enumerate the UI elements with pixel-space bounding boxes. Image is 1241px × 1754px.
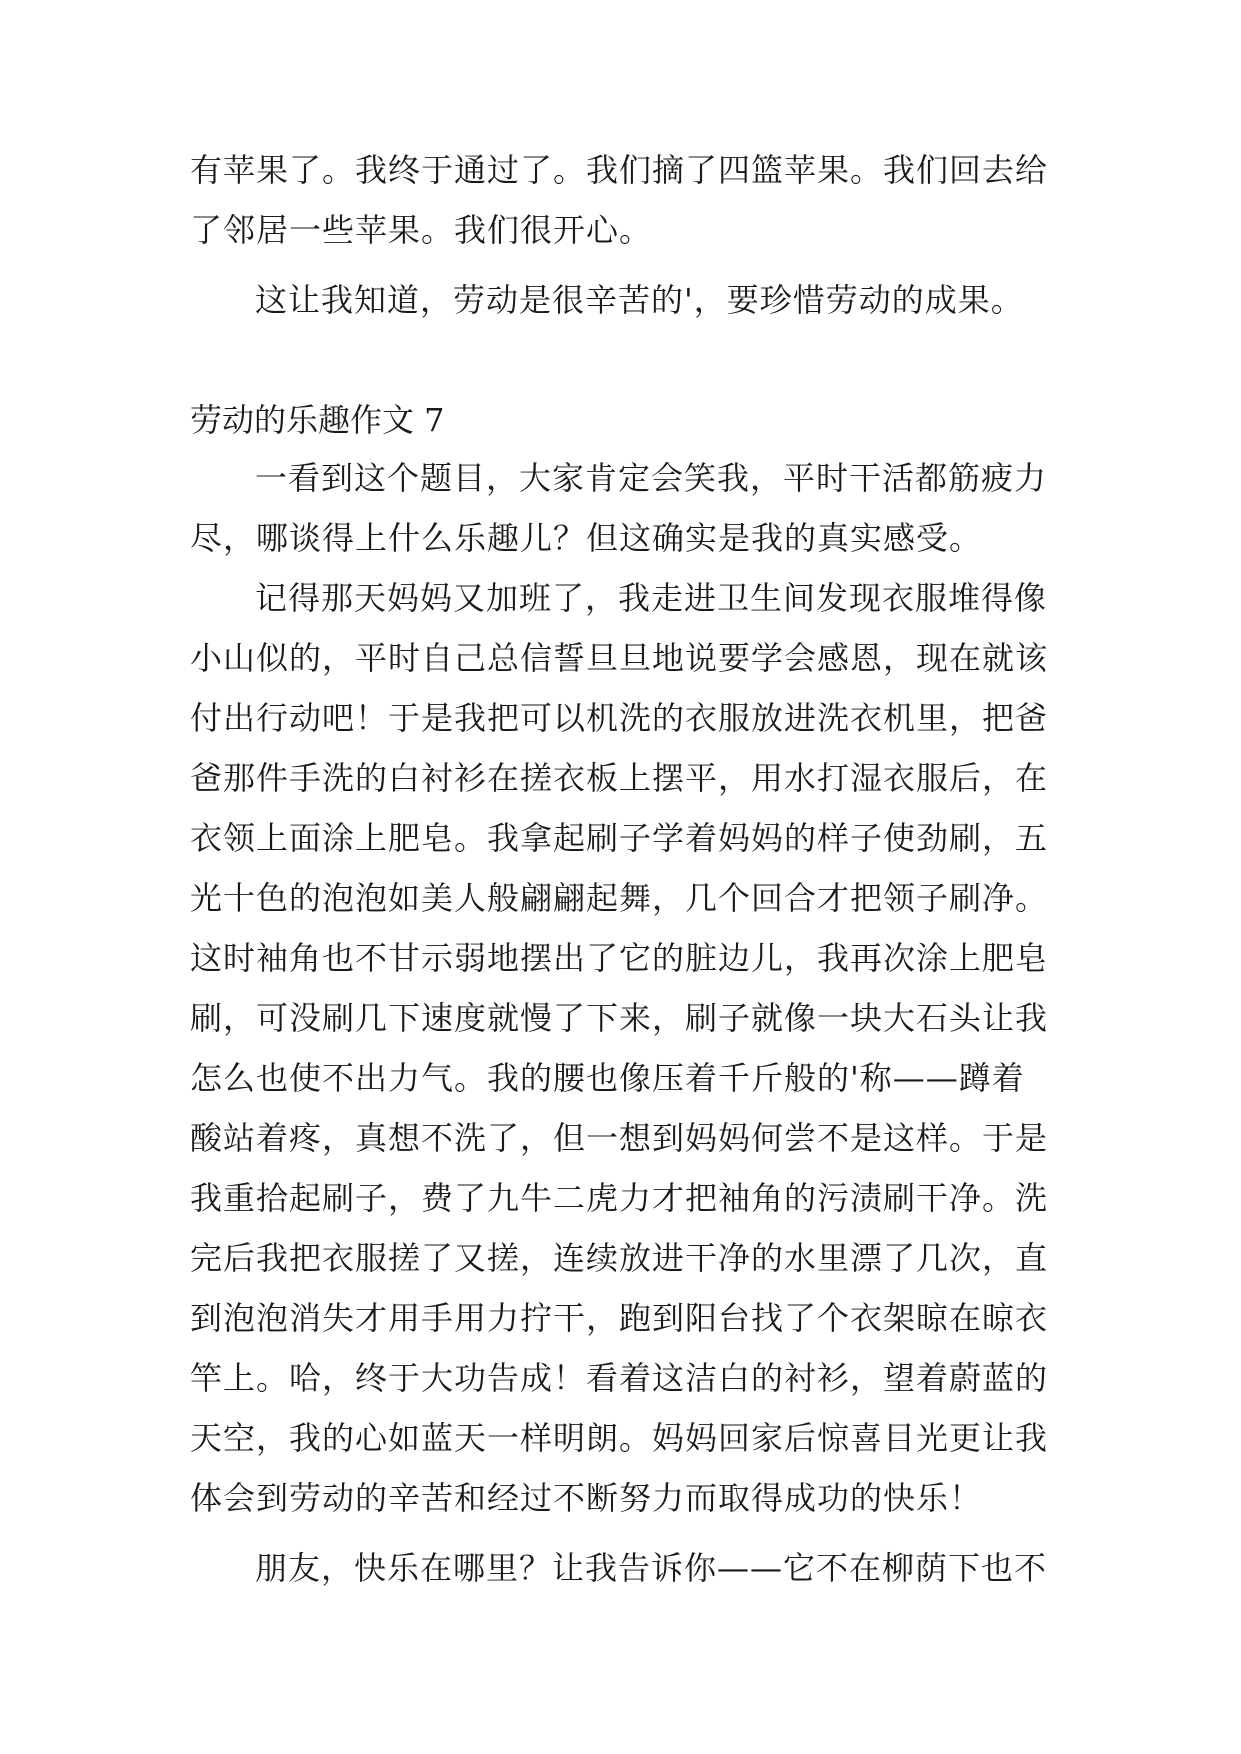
text-line: 有苹果了。我终于通过了。我们摘了四篮苹果。我们回去给 [190,151,1049,189]
text-line: 衣领上面涂上肥皂。我拿起刷子学着妈妈的样子使劲刷，五 [190,819,1049,857]
text-line: 天空，我的心如蓝天一样明朗。妈妈回家后惊喜目光更让我 [190,1419,1049,1457]
text-line: 酸站着疼，真想不洗了，但一想到妈妈何尝不是这样。于是 [190,1119,1049,1157]
text-line: 怎么也使不出力气。我的腰也像压着千斤般的'称——蹲着 [190,1059,1025,1097]
text-line: 一看到这个题目，大家肯定会笑我，平时干活都筋疲力 [255,459,1048,497]
text-line: 我重拾起刷子，费了九牛二虎力才把袖角的污渍刷干净。洗 [190,1179,1049,1217]
text-line: 付出行动吧！于是我把可以机洗的衣服放进洗衣机里，把爸 [190,699,1049,737]
text-line: 记得那天妈妈又加班了，我走进卫生间发现衣服堆得像 [255,579,1048,617]
text-line: 了邻居一些苹果。我们很开心。 [190,211,653,249]
text-line: 体会到劳动的辛苦和经过不断努力而取得成功的快乐！ [190,1479,983,1517]
text-line: 光十色的泡泡如美人般翩翩起舞，几个回合才把领子刷净。 [190,879,1049,917]
text-line: 这让我知道，劳动是很辛苦的'，要珍惜劳动的成果。 [255,281,1024,319]
text-line: 小山似的，平时自己总信誓旦旦地说要学会感恩，现在就该 [190,639,1049,677]
text-line: 朋友，快乐在哪里？让我告诉你——它不在柳荫下也不 [255,1549,1048,1587]
text-line: 这时袖角也不甘示弱地摆出了它的脏边儿，我再次涂上肥皂 [190,939,1049,977]
text-line: 爸那件手洗的白衬衫在搓衣板上摆平，用水打湿衣服后，在 [190,759,1049,797]
text-line: 到泡泡消失才用手用力拧干，跑到阳台找了个衣架晾在晾衣 [190,1299,1049,1337]
text-line: 完后我把衣服搓了又搓，连续放进干净的水里漂了几次，直 [190,1239,1049,1277]
text-line: 尽，哪谈得上什么乐趣儿？但这确实是我的真实感受。 [190,519,983,557]
text-line: 刷，可没刷几下速度就慢了下来，刷子就像一块大石头让我 [190,999,1049,1037]
section-heading: 劳动的乐趣作文 7 [190,401,445,439]
text-line: 竿上。哈，终于大功告成！看着这洁白的衬衫，望着蔚蓝的 [190,1359,1049,1397]
